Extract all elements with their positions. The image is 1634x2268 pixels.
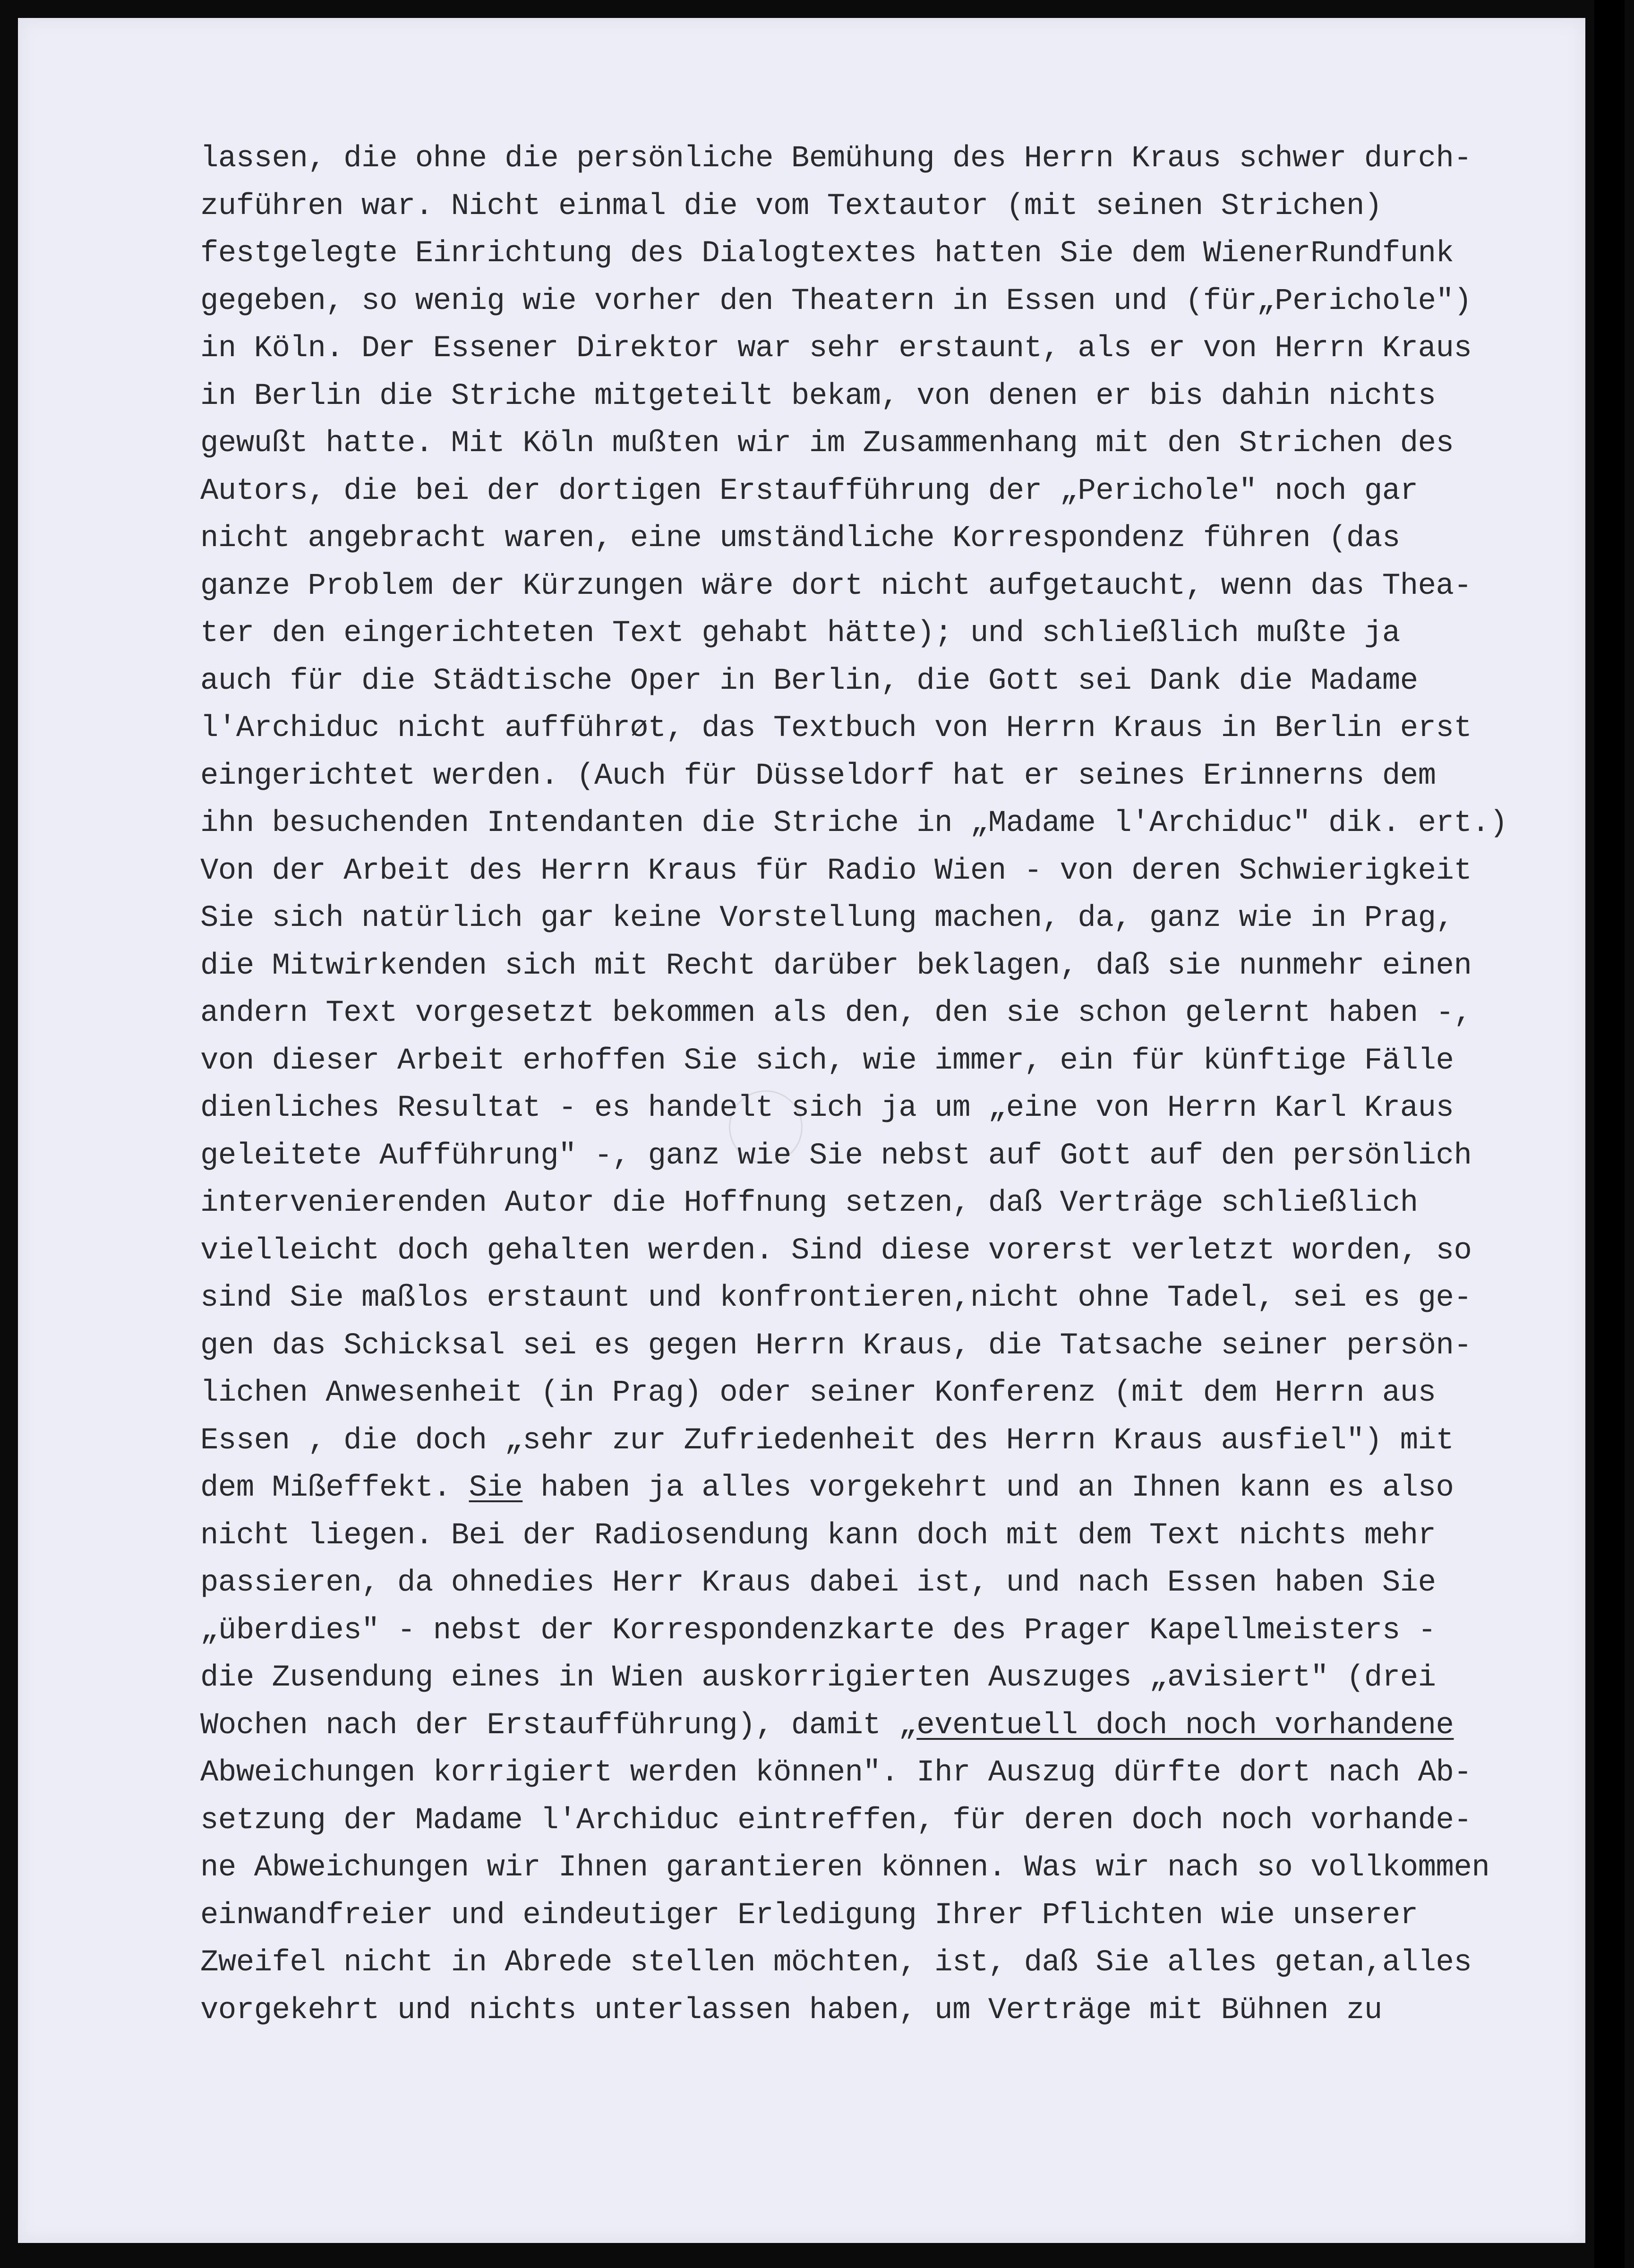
text-line: geleitete Aufführung" -, ganz wie Sie nebst auf Gott auf den persönlich [200,1138,1472,1173]
text-line: sind Sie maßlos erstaunt und konfrontieren,nicht ohne Tadel, sei es ge- [200,1281,1472,1315]
text-line: vorgekehrt und nichts unterlassen haben, um Verträge mit Bühnen zu [200,1993,1382,2028]
text-line: vielleicht doch gehalten werden. Sind diese vorerst verletzt worden, so [200,1233,1472,1268]
text-line: ganze Problem der Kürzungen wäre dort nicht aufgetaucht, wenn das Thea- [200,569,1472,603]
text-line-underlined [200,1702,1580,1750]
text-line: ne Abweichungen wir Ihnen garantieren können. Was wir nach so vollkommen [200,1851,1490,1885]
text-line: festgelegte Einrichtung des Dialogtextes hatten Sie dem WienerRundfunk [200,237,1454,271]
text-line: Autors, die bei der dortigen Erstaufführung der „Perichole" noch gar [200,474,1418,508]
text-line: lassen, die ohne die persönliche Bemühung des Herrn Kraus schwer durch- [200,142,1472,176]
text-segment: Wochen nach der Erstaufführung), damit „ [200,1708,917,1743]
text-line: in Berlin die Striche mitgeteilt bekam, von denen er bis dahin nichts [200,379,1436,413]
text-line: ter den eingerichteten Text gehabt hätte); und schließlich mußte ja [200,616,1400,650]
text-line: Sie sich natürlich gar keine Vorstellung machen, da, ganz wie in Prag, [200,901,1454,935]
text-line: gegeben, so wenig wie vorher den Theatern in Essen und (für„Perichole") [200,284,1472,318]
text-line: gen das Schicksal sei es gegen Herrn Kraus, die Tatsache seiner persön- [200,1328,1472,1363]
text-line: zuführen war. Nicht einmal die vom Textautor (mit seinen Strichen) [200,189,1382,223]
scan-edge-strip [1594,0,1625,2268]
text-line: lichen Anwesenheit (in Prag) oder seiner Konferenz (mit dem Herrn aus [200,1376,1436,1410]
text-line: von dieser Arbeit erhoffen Sie sich, wie immer, ein für künftige Fälle [200,1044,1454,1078]
text-line: auch für die Städtische Oper in Berlin, die Gott sei Dank die Madame [200,664,1418,698]
text-line: ihn besuchenden Intendanten die Striche in „Madame l'Archiduc" dik. ert.) [200,806,1508,840]
text-line: intervenierenden Autor die Hoffnung setzen, daß Verträge schließlich [200,1186,1418,1220]
text-segment: haben ja alles vorgekehrt und an Ihnen kann es also [522,1471,1454,1505]
text-line: die Zusendung eines in Wien auskorrigierten Auszuges „avisiert" (drei [200,1661,1436,1695]
text-line: passieren, da ohnedies Herr Kraus dabei ist, und nach Essen haben Sie [200,1566,1436,1600]
underlined-word: Sie [469,1471,523,1505]
text-line: nicht liegen. Bei der Radiosendung kann doch mit dem Text nichts mehr [200,1518,1436,1553]
underlined-phrase: eventuell doch noch vorhandene [916,1708,1454,1743]
text-line-underlined [200,1464,1580,1512]
text-line: setzung der Madame l'Archiduc eintreffen, für deren doch noch vorhande- [200,1803,1472,1838]
text-line: einwandfreier und eindeutiger Erledigung Ihrer Pflichten wie unserer [200,1898,1418,1933]
text-line: Von der Arbeit des Herrn Kraus für Radio Wien - von deren Schwierigkeit [200,854,1472,888]
text-line: die Mitwirkenden sich mit Recht darüber beklagen, daß sie nunmehr einen [200,949,1472,983]
text-line: in Köln. Der Essener Direktor war sehr erstaunt, als er von Herrn Kraus [200,332,1472,366]
text-line: Essen , die doch „sehr zur Zufriedenheit des Herrn Kraus ausfiel") mit [200,1423,1454,1458]
text-line: eingerichtet werden. (Auch für Düsseldorf hat er seines Erinnerns dem [200,759,1436,793]
text-line: Zweifel nicht in Abrede stellen möchten, ist, daß Sie alles getan,alles [200,1946,1472,1980]
text-line: l'Archiduc nicht aufführøt, das Textbuch von Herrn Kraus in Berlin erst [200,711,1472,745]
text-line: „überdies" - nebst der Korrespondenzkarte des Prager Kapellmeisters - [200,1613,1436,1648]
text-line: Abweichungen korrigiert werden können". Ihr Auszug dürfte dort nach Ab- [200,1756,1472,1790]
text-line: andern Text vorgesetzt bekommen als den, den sie schon gelernt haben -, [200,996,1472,1030]
text-segment: dem Mißeffekt. [200,1471,469,1505]
text-line: nicht angebracht waren, eine umständliche Korrespondenz führen (das [200,522,1400,556]
text-line: gewußt hatte. Mit Köln mußten wir im Zusammenhang mit den Strichen des [200,427,1454,461]
page-text [200,135,1580,2034]
text-line: dienliches Resultat - es handelt sich ja um „eine von Herrn Karl Kraus [200,1091,1454,1125]
